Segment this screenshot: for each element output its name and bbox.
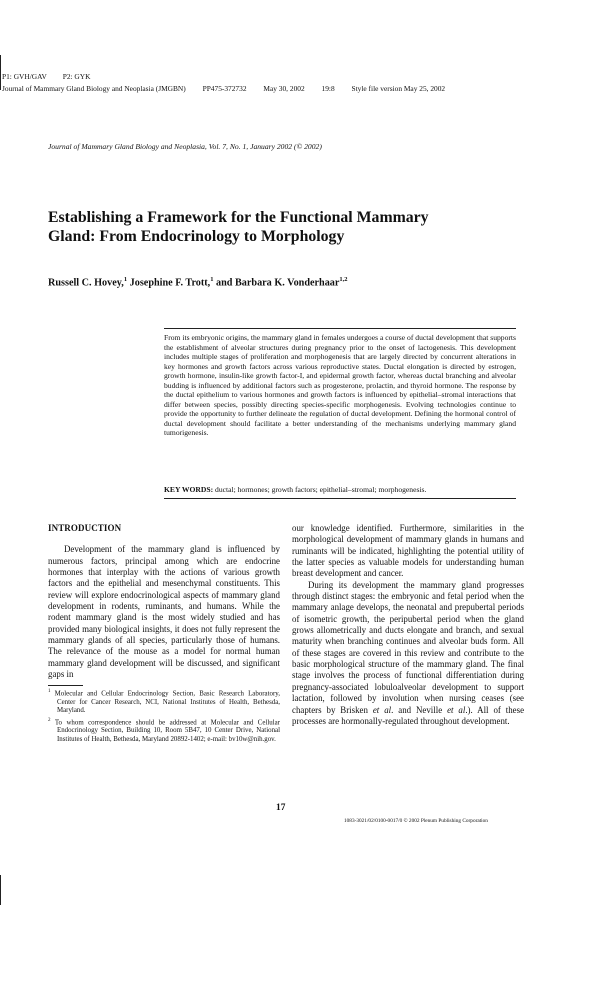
header-style-version: Style file version May 25, 2002 — [351, 84, 446, 93]
author-1-affil: 1 — [123, 276, 128, 283]
crop-mark-top — [0, 55, 1, 90]
author-2-affil: 1 — [210, 276, 214, 283]
para2-etal-1: et al — [372, 704, 392, 715]
author-3: and Barbara K. Vonderhaar — [213, 277, 340, 289]
footnote-2 — [48, 717, 280, 745]
para2-part-b: . and Neville — [391, 704, 448, 715]
article-title — [48, 208, 548, 246]
header-date: May 30, 2002 — [263, 84, 305, 93]
author-2: Josephine F. Trott, — [127, 277, 211, 289]
intro-paragraph-1-continued: our knowledge identified. Furthermore, similarities in the morphological development of mammary glands in humans and ruminants will be indicated, highlighting the potential utility of the latter species as valuable models for understanding human breast development and cancer. — [292, 523, 524, 579]
copyright-line: 1083-3021/02/0100-0017/0 © 2002 Plenum Publishing Corporation — [344, 818, 488, 824]
para2-part-c: .). All of these processes are hormonally-regulated throughout development. — [292, 704, 525, 726]
header-p1: P1: GVH/GAV — [2, 72, 47, 81]
footnotes — [48, 688, 280, 745]
header-p2: P2: GYK — [62, 72, 91, 81]
production-header-line2 — [2, 84, 445, 93]
footnote-2-mark: 2 — [48, 717, 51, 723]
production-header-line1 — [2, 72, 90, 81]
abstract — [164, 333, 516, 438]
footnote-1 — [48, 688, 280, 716]
footnote-1-mark: 1 — [48, 689, 51, 694]
right-column — [292, 523, 524, 727]
author-list — [48, 276, 348, 288]
author-1: Russell C. Hovey, — [48, 277, 124, 289]
header-journal-code: Journal of Mammary Gland Biology and Neoplasia (JMGBN) — [2, 84, 186, 93]
intro-paragraph-2 — [292, 580, 524, 727]
keywords-text: ductal; hormones; growth factors; epithelial–stromal; morphogenesis. — [213, 485, 427, 494]
header-pp-code: PP475-372732 — [202, 84, 247, 93]
intro-paragraph-1: Development of the mammary gland is influenced by numerous factors, principal among which are endocrine hormones that interplay with the actions of various growth factors and the epithelial and mesenchymal constituents. This review will explore endocrinological aspects of mammary gland development in rodents, ruminants, and humans. While the rodent mammary gland is the most widely studied and has provided many biological insights, it does not fully represent the mammary glands of all species, particularly those of humans. The relevance of the mouse as a model for normal human mammary gland development will be discussed, and significant gaps in — [48, 544, 280, 680]
footnote-2-text: To whom correspondence should be addressed at Molecular and Cellular Endocrinology Section, Building 10, Room 5B47, 10 Center Drive, National Institutes of Health, Bethesda, Maryland 20892-1402; e-mail: bv10w@nih.gov. — [50, 718, 280, 743]
crop-mark-bottom — [0, 875, 1, 905]
abstract-bottom-rule — [164, 498, 516, 499]
keywords — [164, 485, 516, 494]
header-time: 19:8 — [321, 84, 335, 93]
para2-etal-2: et al — [447, 704, 466, 715]
title-line-1: Establishing a Framework for the Functional Mammary — [48, 209, 429, 226]
abstract-top-rule — [164, 328, 516, 329]
journal-citation: Journal of Mammary Gland Biology and Neoplasia, Vol. 7, No. 1, January 2002 (© 2002) — [48, 142, 322, 151]
title-line-2: Gland: From Endocrinology to Morphology — [48, 228, 345, 245]
page-number: 17 — [276, 803, 286, 813]
footnote-1-text: Molecular and Cellular Endocrinology Section, Basic Research Laboratory, Center for Cancer Research, NCI, National Institutes of Health, Bethesda, Maryland. — [50, 690, 280, 715]
left-column — [48, 523, 280, 680]
keywords-label: KEY WORDS: — [164, 485, 214, 494]
abstract-text: From its embryonic origins, the mammary gland in females undergoes a course of ductal development that supports the establishment of alveolar structures during pregnancy prior to the onset of lactogenesis. This development includes multiple stages of proliferation and morphogenesis that are largely directed by concurrent alterations in key hormones and growth factors across various reproductive states. Ductal elongation is directed by estrogen, growth hormone, insulin-like growth factor-I, and epidermal growth factor, whereas ductal branching and alveolar budding is influenced by additional factors such as progesterone, prolactin, and thyroid hormone. The response by the ductal epithelium to various hormones and growth factors is influenced by epithelial–stromal interactions that differ between species, possibly directing species-specific morphogenesis. Evolving technologies continue to provide the opportunity to further delineate the regulation of ductal development. Defining the hormonal control of ductal development should facilitate a better understanding of the mechanisms underlying mammary gland tumorigenesis. — [164, 333, 516, 438]
footnote-rule — [48, 685, 83, 686]
section-heading-introduction: INTRODUCTION — [48, 523, 122, 533]
author-3-affil: 1,2 — [339, 276, 348, 283]
para2-part-a: During its development the mammary gland progresses through distinct stages: the embryonic and fetal period when the mammary anlage develops, the neonatal and prepubertal periods of isometric growth, the peripubertal period when the gland grows allometrically and ducts elongate and branch, and sexual maturity when branching continues and alveolar buds form. All of these stages are covered in this review and contribute to the basic morphological structure of the mammary gland. The final stage involves the process of functional differentiation during pregnancy-associated lobuloalveolar development to support lactation, followed by involution when nursing ceases (see chapters by Brisken — [292, 579, 524, 715]
